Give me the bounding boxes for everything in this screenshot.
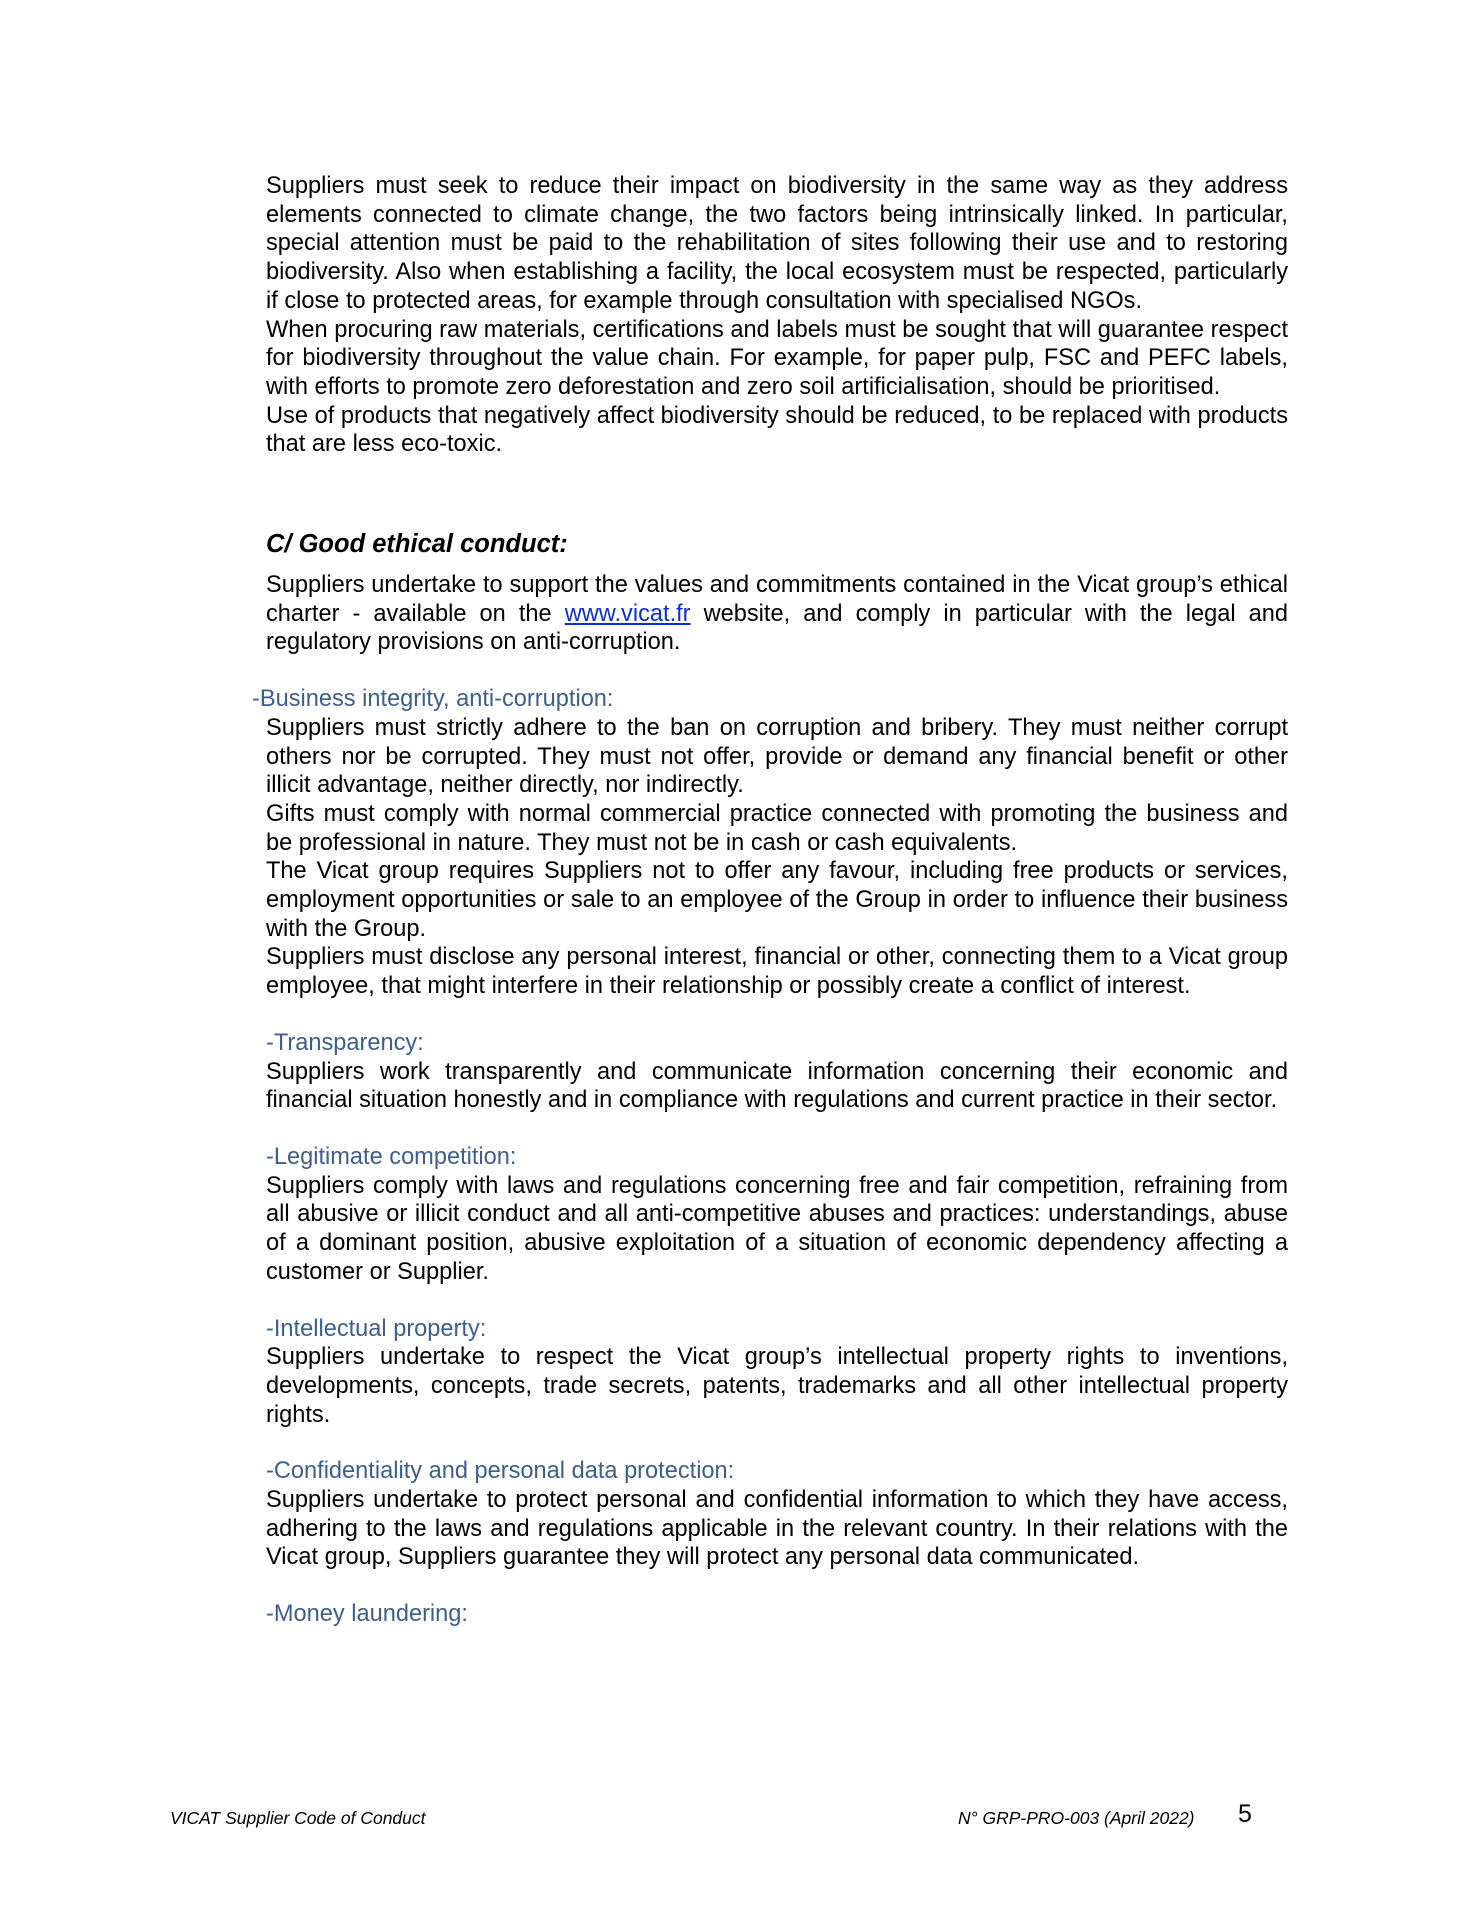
competition-paragraph: Suppliers comply with laws and regulations concerning free and fair competition, refraining from all abusive or illicit conduct and all anti-competitive abuses and practices: understandings, abuse of a dominant position, abusive exploitation of a situation of economic dependency affecting a customer or Supplier.	[266, 1172, 1288, 1285]
transparency-heading: -Transparency:	[266, 1029, 424, 1056]
biodiversity-paragraph-1: Suppliers must seek to reduce their impact on biodiversity in the same way as they address elements connected to climate change, the two factors being intrinsically linked. In particular, special attention must be paid to the rehabilitation of sites following their use and to restoring biodiversity. Also when establishing a facility, the local ecosystem must be respected, particularly if close to protected areas, for example through consultation with specialised NGOs.	[266, 173, 1288, 314]
section-intro	[266, 571, 1288, 657]
section-spacer	[266, 459, 1288, 529]
intellectual-property-heading: -Intellectual property:	[266, 1315, 487, 1342]
page-number: 5	[1238, 1800, 1252, 1828]
footer-document-title: VICAT Supplier Code of Conduct	[170, 1808, 426, 1828]
footer-document-reference: N° GRP-PRO-003 (April 2022)	[958, 1808, 1195, 1828]
transparency-paragraph: Suppliers work transparently and communicate information concerning their economic and financial situation honestly and in compliance with regulations and current practice in their sector.	[266, 1058, 1288, 1114]
page-content	[252, 172, 1288, 1629]
confidentiality-paragraph: Suppliers undertake to protect personal and confidential information to which they have access, adhering to the laws and regulations applicable in the relevant country. In their relations with the Vicat group, Suppliers guarantee they will protect any personal data communicated.	[266, 1487, 1288, 1571]
confidentiality-heading: -Confidentiality and personal data protection:	[266, 1458, 735, 1485]
biodiversity-paragraph-2: When procuring raw materials, certifications and labels must be sought that will guarantee respect for biodiversity throughout the value chain. For example, for paper pulp, FSC and PEFC labels, with efforts to promote zero deforestation and zero soil artificialisation, should be prioritised.	[266, 316, 1288, 400]
section-intro-text-start: Suppliers undertake to support the values and commitments contained in the Vicat group’s ethical charter - available on the	[266, 572, 1288, 627]
intellectual-property-paragraph: Suppliers undertake to respect the Vicat group’s intellectual property rights to inventions, developments, concepts, trade secrets, patents, trademarks and all other intellectual property rights.	[266, 1344, 1288, 1428]
business-integrity-paragraph-1: Suppliers must strictly adhere to the ban on corruption and bribery. They must neither corrupt others nor be corrupted. They must not offer, provide or demand any financial benefit or other illicit advantage, neither directly, nor indirectly.	[266, 714, 1288, 799]
business-integrity-paragraph-4: Suppliers must disclose any personal interest, financial or other, connecting them to a Vicat group employee, that might interfere in their relationship or possibly create a conflict of interest.	[266, 944, 1288, 1000]
section-title: C/ Good ethical conduct:	[266, 530, 568, 559]
business-integrity-paragraph-3: The Vicat group requires Suppliers not to offer any favour, including free products or services, employment opportunities or sale to an employee of the Group in order to influence their business with the Group.	[266, 858, 1288, 942]
business-integrity-heading: -Business integrity, anti-corruption:	[252, 686, 614, 713]
competition-heading: -Legitimate competition:	[266, 1143, 517, 1170]
money-laundering-heading: -Money laundering:	[266, 1601, 468, 1628]
vicat-website-link[interactable]: www.vicat.fr	[564, 600, 691, 627]
business-integrity-paragraph-2: Gifts must comply with normal commercial practice connected with promoting the business and be professional in nature. They must not be in cash or cash equivalents.	[266, 800, 1288, 856]
biodiversity-paragraph-3: Use of products that negatively affect biodiversity should be reduced, to be replaced with products that are less eco-toxic.	[266, 402, 1288, 458]
section-intro-text-end: website, and comply in particular with the legal and regulatory provisions on anti-corruption.	[266, 600, 1288, 656]
